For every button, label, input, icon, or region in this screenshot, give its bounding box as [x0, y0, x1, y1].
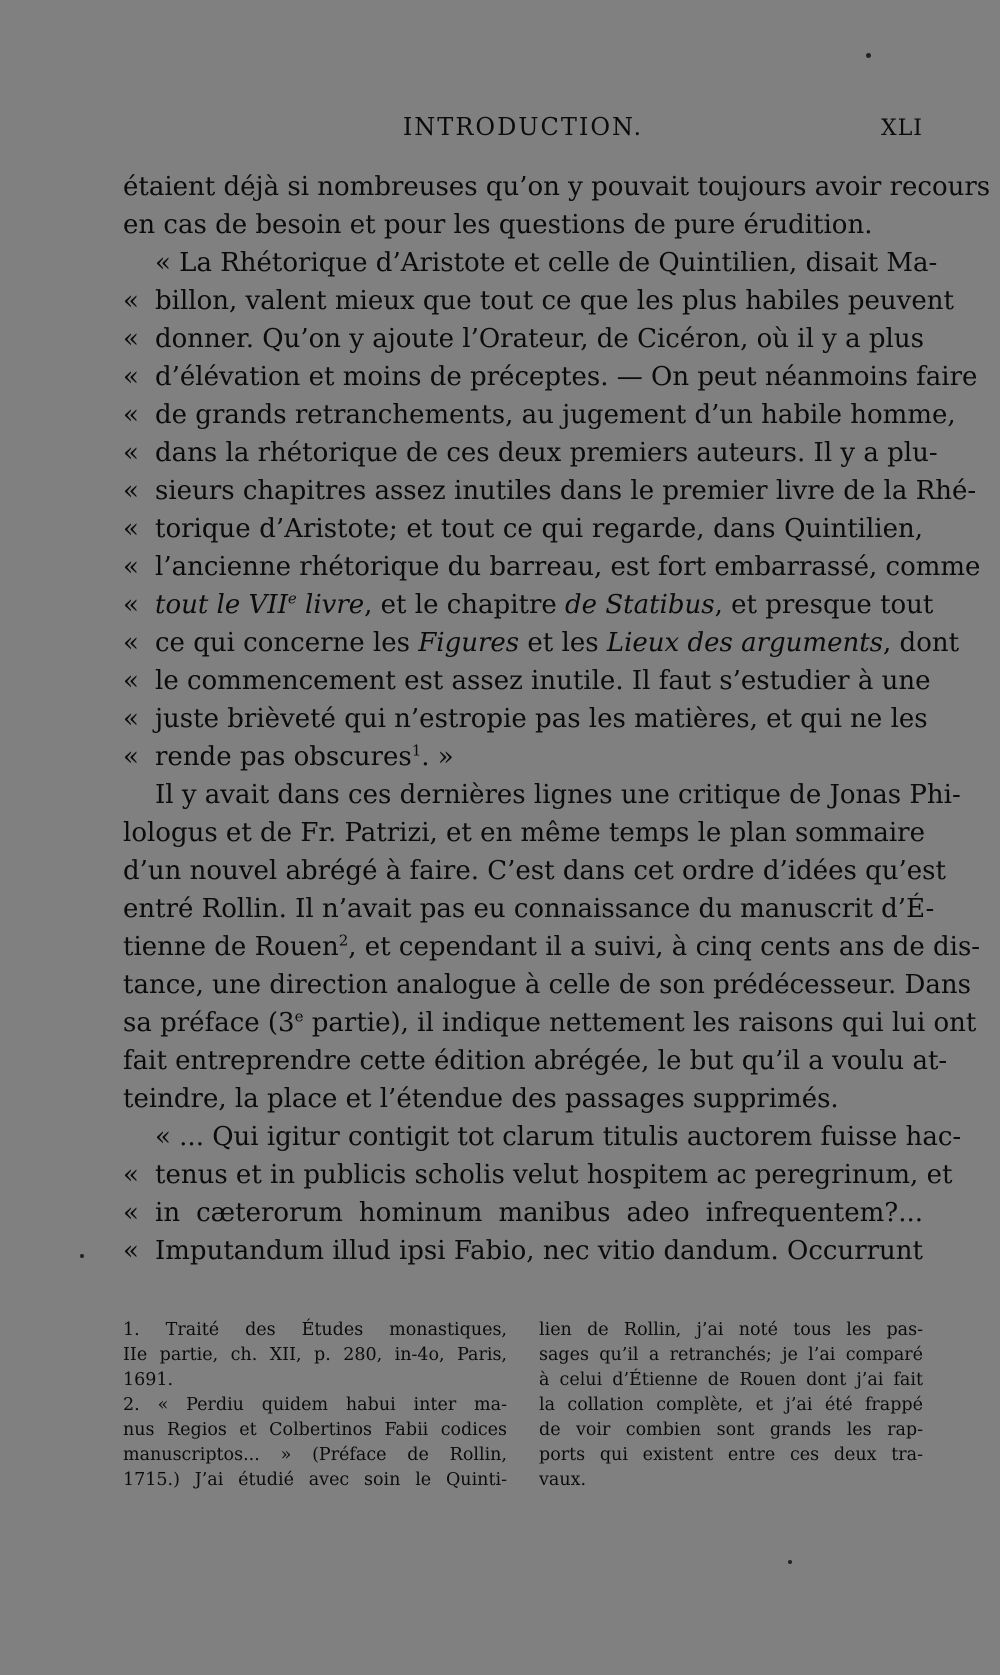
superscript-line: sa préface (3e partie), il indique nettement les raisons qui lui ont [123, 1007, 977, 1038]
text-line: lologus et de Fr. Patrizi, et en même temps le plan sommaire [123, 818, 925, 848]
text-line: « tenus et in publicis scholis velut hospitem ac peregrinum, et [123, 1160, 953, 1190]
page-number: XLI [881, 116, 923, 141]
text-line: « torique d’Aristote; et tout ce qui regarde, dans Quintilien, [123, 514, 923, 544]
footnote-ref-line: rende pas obscures$^1$. » [155, 741, 454, 772]
text-line: en cas de besoin et pour les questions de pure érudition. [123, 210, 873, 240]
body-text [123, 168, 991, 1270]
text-line: « ... Qui igitur contigit tot clarum titulis auctorem fuisse hac- [155, 1122, 962, 1152]
text-line: d’un nouvel abrégé à faire. C’est dans cet ordre d’idées qu’est [123, 856, 946, 886]
footnote-line: 1715.) J’ai étudié avec soin le Quinti- [123, 1470, 507, 1490]
footnote-line: 2. « Perdiu quidem habui inter ma- [123, 1395, 507, 1415]
text-line-italic-refs: « tout le VIIe livre, et le chapitre de Statibus, et presque tout [123, 586, 923, 624]
text-line: fait entreprendre cette édition abrégée, le but qu’il a voulu at- [123, 1046, 948, 1076]
footnote-line: 1. Traité des Études monastiques, [123, 1320, 507, 1340]
running-title: INTRODUCTION. [402, 113, 644, 141]
text-line: « dans la rhétorique de ces deux premiers auteurs. Il y a plu- [123, 438, 938, 468]
text-line-footnote-ref: « rende pas obscures$^1$. » [123, 738, 923, 776]
footnote-line: lien de Rollin, j’ai noté tous les pas- [539, 1320, 923, 1340]
text-line-footnote-ref [123, 928, 981, 966]
footnote-line: nus Regios et Colbertinos Fabii codices [123, 1420, 507, 1440]
text-line: étaient déjà si nombreuses qu’on y pouvait toujours avoir recours [123, 172, 991, 202]
footnote-line: ports qui existent entre ces deux tra- [539, 1445, 923, 1465]
text-line: « l’ancienne rhétorique du barreau, est fort embarrassé, comme [123, 552, 981, 582]
text-line-italic-refs: « ce qui concerne les Figures et les Lieux des arguments, dont [123, 624, 923, 662]
text-line: « La Rhétorique d’Aristote et celle de Quintilien, disait Ma- [155, 248, 938, 278]
footnote-line: de voir combien sont grands les rap- [539, 1420, 923, 1440]
text-line: Il y avait dans ces dernières lignes une critique de Jonas Phi- [155, 780, 961, 810]
text-line: tance, une direction analogue à celle de son prédécesseur. Dans [123, 970, 971, 1000]
footnote-line: sages qu’il a retranchés; je l’ai comparé [539, 1345, 923, 1365]
text-line: « Imputandum illud ipsi Fabio, nec vitio dandum. Occurrunt [123, 1236, 923, 1266]
footnote-line: 1691. [123, 1370, 174, 1390]
footnote-column-left [123, 1318, 507, 1493]
footnote-line: IIe partie, ch. XII, p. 280, in-4o, Paris, [123, 1345, 507, 1365]
ink-speck-top [866, 53, 871, 58]
text-line: « d’élévation et moins de préceptes. — On peut néanmoins faire [123, 362, 978, 392]
text-line: « donner. Qu’on y ajoute l’Orateur, de Cicéron, où il y a plus [123, 324, 924, 354]
footnote-line: manuscriptos... » (Préface de Rollin, [123, 1445, 507, 1465]
mixed-italic-line: tout le VIIe livre, et le chapitre de Statibus, et presque tout [155, 589, 934, 620]
text-line: « le commencement est assez inutile. Il faut s’estudier à une [123, 666, 931, 696]
text-line-superscript [123, 1004, 977, 1042]
page-header [123, 113, 923, 149]
footnote-line: vaux. [539, 1470, 587, 1490]
mixed-italic-line: ce qui concerne les Figures et les Lieux des arguments, dont [155, 628, 960, 658]
text-line: entré Rollin. Il n’avait pas eu connaissance du manuscrit d’É- [123, 894, 935, 924]
text-line: « in cæterorum hominum manibus adeo infrequentem?... [123, 1198, 923, 1228]
text-line: « de grands retranchements, au jugement d’un habile homme, [123, 400, 956, 430]
footnote-line: à celui d’Étienne de Rouen dont j’ai fait [539, 1370, 923, 1390]
footnote-line: la collation complète, et j’ai été frappé [539, 1395, 923, 1415]
footnotes [123, 1318, 923, 1493]
text-line: « juste brièveté qui n’estropie pas les matières, et qui ne les [123, 704, 928, 734]
text-line: teindre, la place et l’étendue des passages supprimés. [123, 1084, 839, 1114]
text-line: « sieurs chapitres assez inutiles dans le premier livre de la Rhé- [123, 476, 977, 506]
ink-speck-bottom [788, 1560, 792, 1564]
ink-speck-left [80, 1254, 84, 1258]
footnote-ref-line: tienne de Rouen$^2$, et cependant il a suivi, à cinq cents ans de dis- [123, 931, 981, 962]
text-line: « billon, valent mieux que tout ce que les plus habiles peuvent [123, 286, 954, 316]
footnote-column-right [539, 1318, 923, 1493]
